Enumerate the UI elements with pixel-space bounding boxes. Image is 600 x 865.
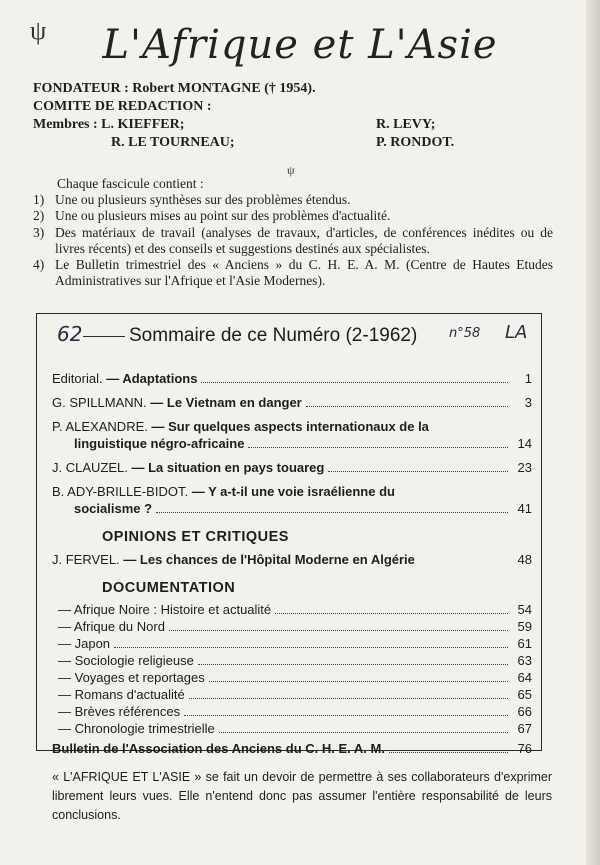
sommaire-header: [37, 320, 541, 350]
bulletin-label: Bulletin de l'Association des Anciens du C. H. E. A. M.: [52, 741, 385, 756]
handwritten-issue: n°58: [449, 326, 481, 341]
doc-page: 65: [517, 687, 532, 702]
toc-title: — Adaptations: [106, 371, 198, 386]
documentation-heading: DOCUMENTATION: [102, 580, 236, 596]
sommaire-box: [36, 313, 542, 756]
committee-heading: COMITE DE REDACTION :: [33, 99, 212, 114]
page-edge: [586, 0, 600, 865]
doc-entry: [52, 704, 532, 719]
toc-author: J. CLAUZEL.: [52, 460, 128, 475]
toc-page: 48: [517, 552, 532, 567]
doc-entry: [52, 721, 532, 736]
contents-item: [33, 192, 553, 208]
toc-page: 3: [524, 395, 532, 410]
doc-page: 54: [517, 602, 532, 617]
contents-item: [33, 208, 553, 224]
toc-entry: [52, 418, 532, 452]
member-rondot: P. RONDOT.: [376, 135, 455, 150]
toc-entry: [52, 483, 532, 517]
toc-entry: [52, 370, 532, 387]
toc-title-cont: linguistique négro-africaine: [74, 436, 245, 451]
handwritten-number: 62: [57, 322, 83, 346]
toc-page: 1: [524, 371, 532, 386]
doc-label: — Japon: [58, 636, 111, 651]
handwritten-dash: [83, 336, 125, 337]
toc-title: — Le Vietnam en danger: [150, 395, 302, 410]
toc-entry: [52, 459, 532, 476]
toc-author: B. ADY-BRILLE-BIDOT.: [52, 484, 189, 499]
toc-page: 41: [517, 501, 532, 516]
item-number: 2): [33, 208, 45, 224]
doc-label: — Sociologie religieuse: [58, 653, 194, 668]
doc-label: — Afrique Noire : Histoire et actualité: [58, 602, 272, 617]
doc-page: 66: [517, 704, 532, 719]
doc-entry: [52, 602, 532, 617]
item-number: 3): [33, 224, 45, 240]
sommaire-title: Sommaire de ce Numéro (2-1962): [129, 325, 418, 346]
doc-label: — Afrique du Nord: [58, 619, 165, 634]
item-text: Une ou plusieurs synthèses sur des problèmes étendus.: [55, 192, 351, 208]
toc-title: — Les chances de l'Hôpital Moderne en Algérie: [123, 552, 415, 567]
toc-title: — Sur quelques aspects internationaux de la: [151, 419, 429, 434]
doc-page: 64: [517, 670, 532, 685]
doc-label: — Voyages et reportages: [58, 670, 205, 685]
toc-author: G. SPILLMANN.: [52, 395, 147, 410]
toc-author: P. ALEXANDRE.: [52, 419, 148, 434]
toc-title-cont: socialisme ?: [74, 501, 153, 516]
item-text: Le Bulletin trimestriel des « Anciens » du C. H. E. A. M. (Centre de Hautes Etudes Administratives sur l'Afrique et l'Asie Modernes).: [55, 257, 553, 289]
member-le-tourneau: R. LE TOURNEAU;: [111, 135, 235, 150]
toc-title: — La situation en pays touareg: [131, 460, 325, 475]
doc-page: 61: [517, 636, 532, 651]
doc-label: — Brèves références: [58, 704, 181, 719]
toc-author: J. FERVEL.: [52, 552, 120, 567]
doc-label: — Chronologie trimestrielle: [58, 721, 215, 736]
handwritten-tag: LA: [505, 322, 528, 343]
item-text: Des matériaux de travail (analyses de travaux, d'articles, de conférences inédites ou de livres récents) et des conseils et suggestions destinés aux spécialistes.: [55, 224, 553, 256]
toc-page: 23: [517, 460, 532, 475]
doc-entry: [52, 619, 532, 634]
doc-entry: [52, 636, 532, 651]
item-text: Une ou plusieurs mises au point sur des problèmes d'actualité.: [55, 208, 391, 224]
contents-lead: Chaque fascicule contient :: [57, 176, 204, 191]
doc-page: 63: [517, 653, 532, 668]
journal-title: L'Afrique et L'Asie: [102, 22, 498, 68]
contents-item: [33, 225, 553, 257]
toc-title: — Y a-t-il une voie israélienne du: [191, 484, 395, 499]
corner-mark: ψ: [30, 16, 47, 45]
table-of-contents: [52, 370, 532, 764]
toc-page: 14: [517, 436, 532, 451]
contents-item: [33, 257, 553, 289]
founder-line: FONDATEUR : Robert MONTAGNE († 1954).: [33, 81, 316, 96]
opinions-heading: OPINIONS ET CRITIQUES: [102, 529, 289, 545]
doc-page: 59: [517, 619, 532, 634]
toc-entry: [52, 551, 532, 568]
members-row-2: [33, 134, 553, 152]
members-row-1: [33, 116, 553, 134]
item-number: 4): [33, 257, 45, 273]
fleuron-icon: ψ: [287, 163, 295, 177]
doc-entry: [52, 653, 532, 668]
member-levy: R. LEVY;: [376, 117, 436, 132]
contents-intro: [33, 176, 553, 289]
masthead: [33, 80, 553, 152]
members-label: Membres : L. KIEFFER;: [33, 117, 185, 132]
doc-entry: [52, 670, 532, 685]
footer-text: « L'AFRIQUE ET L'ASIE » se fait un devoir de permettre à ses collaborateurs d'exprimer librement leurs vues. Elle n'entend donc pas assumer l'entière responsabilité de leurs conclusions.: [52, 770, 552, 822]
doc-label: — Romans d'actualité: [58, 687, 185, 702]
doc-entry: [52, 687, 532, 702]
toc-author: Editorial.: [52, 371, 103, 386]
bulletin-entry: [52, 740, 532, 757]
item-number: 1): [33, 192, 45, 208]
doc-page: 67: [517, 721, 532, 736]
bulletin-page: 76: [517, 741, 532, 756]
toc-entry: [52, 394, 532, 411]
footer-note: [30, 768, 552, 825]
